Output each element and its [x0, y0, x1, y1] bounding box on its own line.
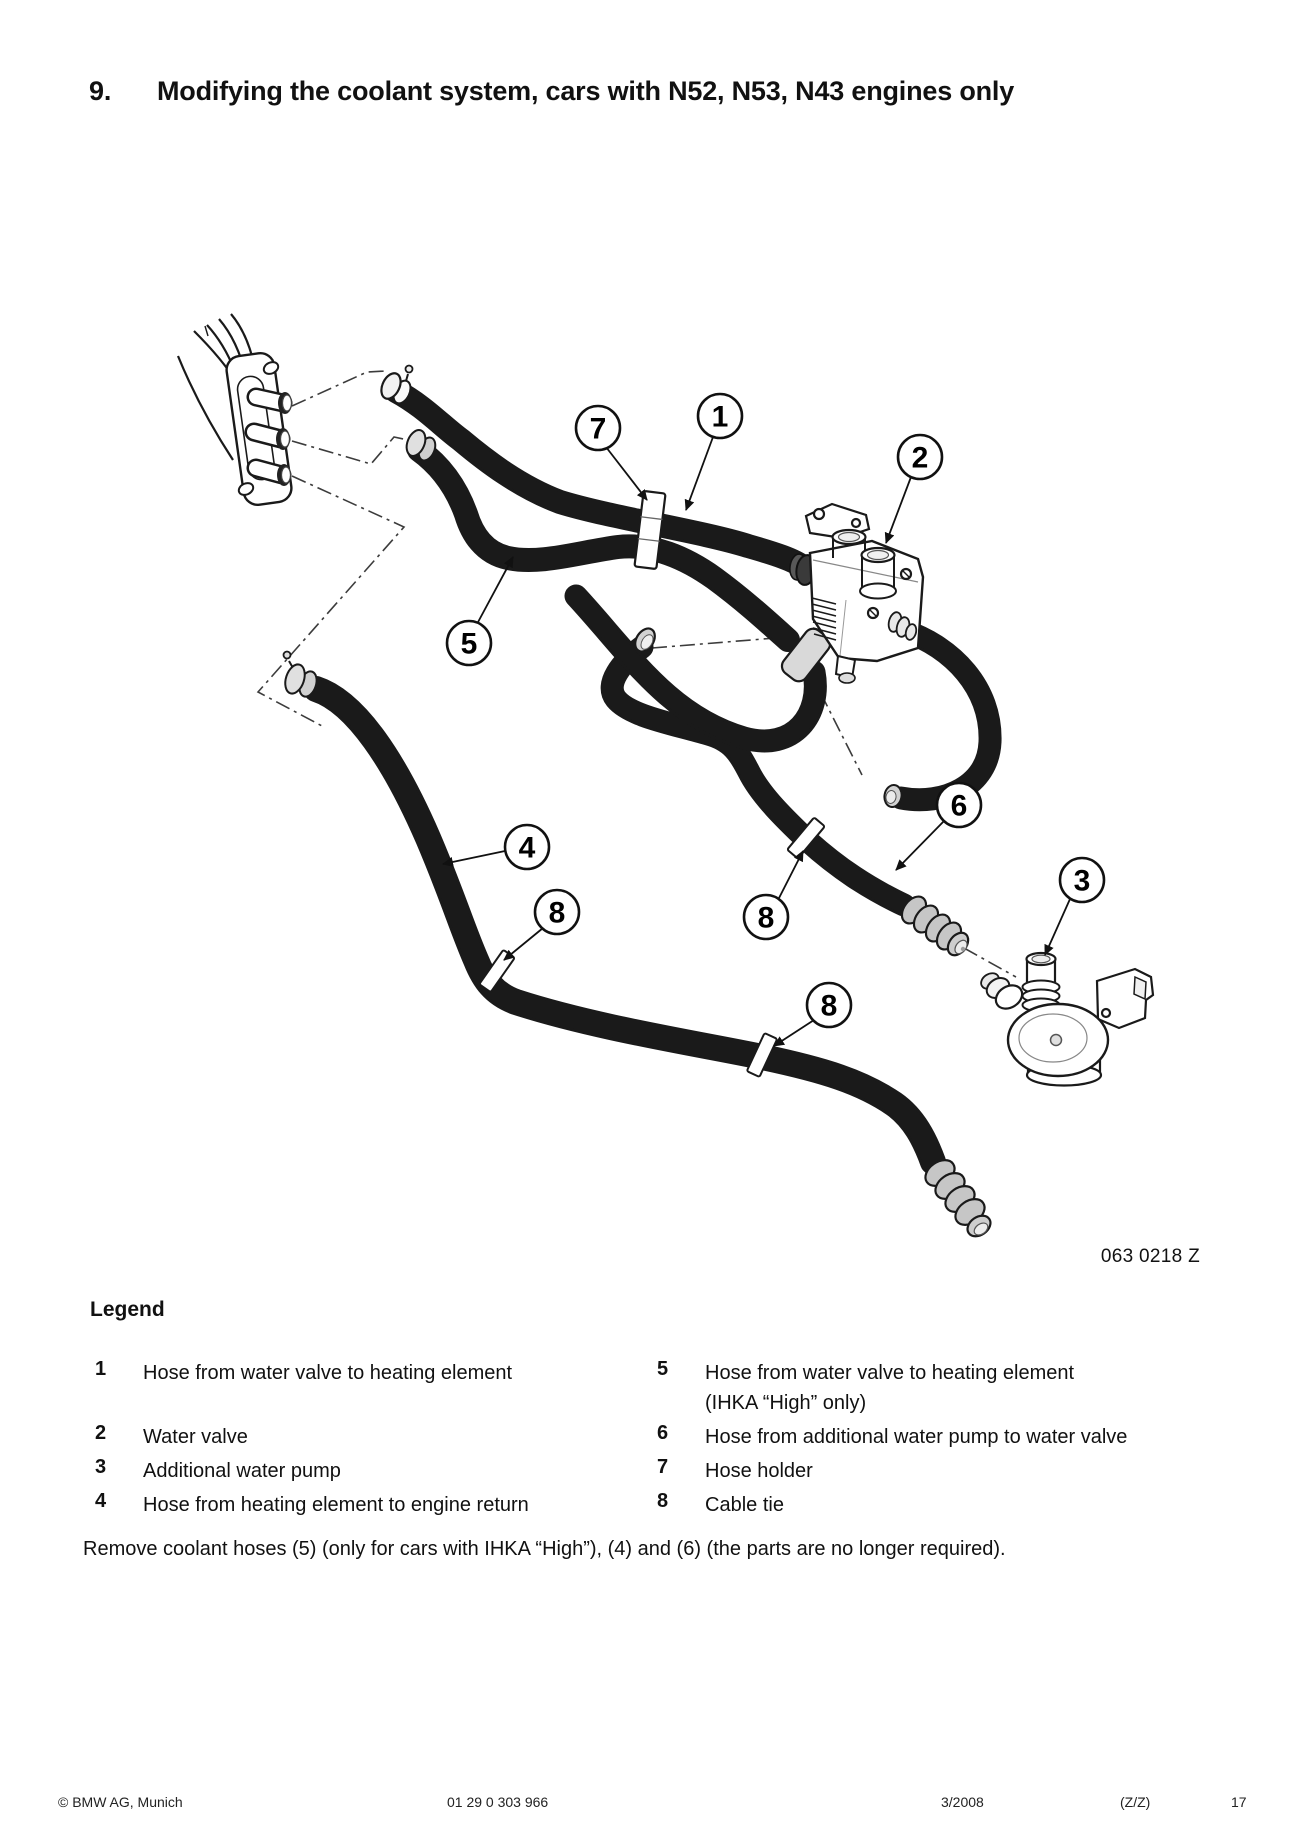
- heater-flange: [178, 314, 293, 507]
- legend-label-5b: (IHKA “High” only): [705, 1392, 867, 1414]
- footer-page-number: 17: [1231, 1794, 1247, 1810]
- legend-label-2: Water valve: [143, 1426, 248, 1448]
- hose-6-corrugated-end: [897, 892, 972, 959]
- legend-num-4: 4: [95, 1490, 107, 1512]
- legend-num-7: 7: [657, 1456, 669, 1478]
- legend-label-3: Additional water pump: [143, 1460, 341, 1482]
- pump-bracket: [1097, 969, 1153, 1028]
- callout-balloon-3: [1060, 858, 1104, 902]
- svg-text:8: 8: [757, 901, 775, 935]
- legend-label-5: Hose from water valve to heating element: [705, 1362, 1075, 1384]
- svg-text:8: 8: [820, 989, 838, 1023]
- legend-num-1: 1: [95, 1358, 107, 1380]
- legend-label-6: Hose from additional water pump to water valve: [705, 1426, 1128, 1448]
- legend-num-2: 2: [95, 1422, 107, 1444]
- callout-balloon-4: [505, 825, 549, 869]
- callout-balloon-8c: [807, 983, 851, 1027]
- legend-label-4: Hose from heating element to engine return: [143, 1494, 529, 1516]
- svg-text:1: 1: [711, 400, 729, 434]
- callout-balloon-1: [698, 394, 742, 438]
- svg-text:7: 7: [589, 412, 607, 446]
- callout-balloon-5: [447, 621, 491, 665]
- callout-balloon-6: [937, 783, 981, 827]
- hose-4-return: [282, 652, 995, 1241]
- section-title: Modifying the coolant system, cars with N52, N53, N43 engines only: [157, 76, 1015, 106]
- legend-num-8: 8: [657, 1490, 669, 1512]
- hose-4-corrugated-end: [921, 1155, 995, 1241]
- section-number: 9.: [89, 76, 112, 106]
- legend-title: Legend: [90, 1298, 165, 1321]
- svg-text:4: 4: [518, 831, 536, 865]
- legend-num-6: 6: [657, 1422, 669, 1444]
- callout-balloon-8a: [535, 890, 579, 934]
- svg-text:2: 2: [911, 441, 929, 475]
- callout-balloon-8b: [744, 895, 788, 939]
- callout-balloon-2: [898, 435, 942, 479]
- figure-code: 063 0218 Z: [1100, 1246, 1200, 1267]
- footer-date: 3/2008: [941, 1794, 984, 1810]
- legend-num-3: 3: [95, 1456, 107, 1478]
- footer-code: (Z/Z): [1120, 1794, 1151, 1810]
- svg-text:5: 5: [460, 627, 478, 661]
- footer-part-number: 01 29 0 303 966: [447, 1794, 549, 1810]
- legend-num-5: 5: [657, 1358, 669, 1380]
- svg-text:6: 6: [950, 789, 968, 823]
- legend-label-1: Hose from water valve to heating element: [143, 1362, 513, 1384]
- valve-right-loop-hose: [883, 631, 990, 808]
- flange-ports: [254, 392, 292, 486]
- hose-4-end-fitting: [282, 652, 320, 699]
- pump-top-port: [1023, 953, 1060, 1012]
- legend-label-8: Cable tie: [705, 1494, 784, 1516]
- svg-text:3: 3: [1073, 864, 1091, 898]
- callout-balloon-7: [576, 406, 620, 450]
- svg-text:8: 8: [548, 896, 566, 930]
- removal-note: Remove coolant hoses (5) (only for cars with IHKA “High”), (4) and (6) (the parts are no longer required).: [83, 1538, 1006, 1560]
- additional-water-pump: [978, 953, 1153, 1086]
- footer-copyright: © BMW AG, Munich: [58, 1794, 183, 1810]
- legend-label-7: Hose holder: [705, 1460, 813, 1482]
- pump-inlet-left: [978, 970, 1026, 1013]
